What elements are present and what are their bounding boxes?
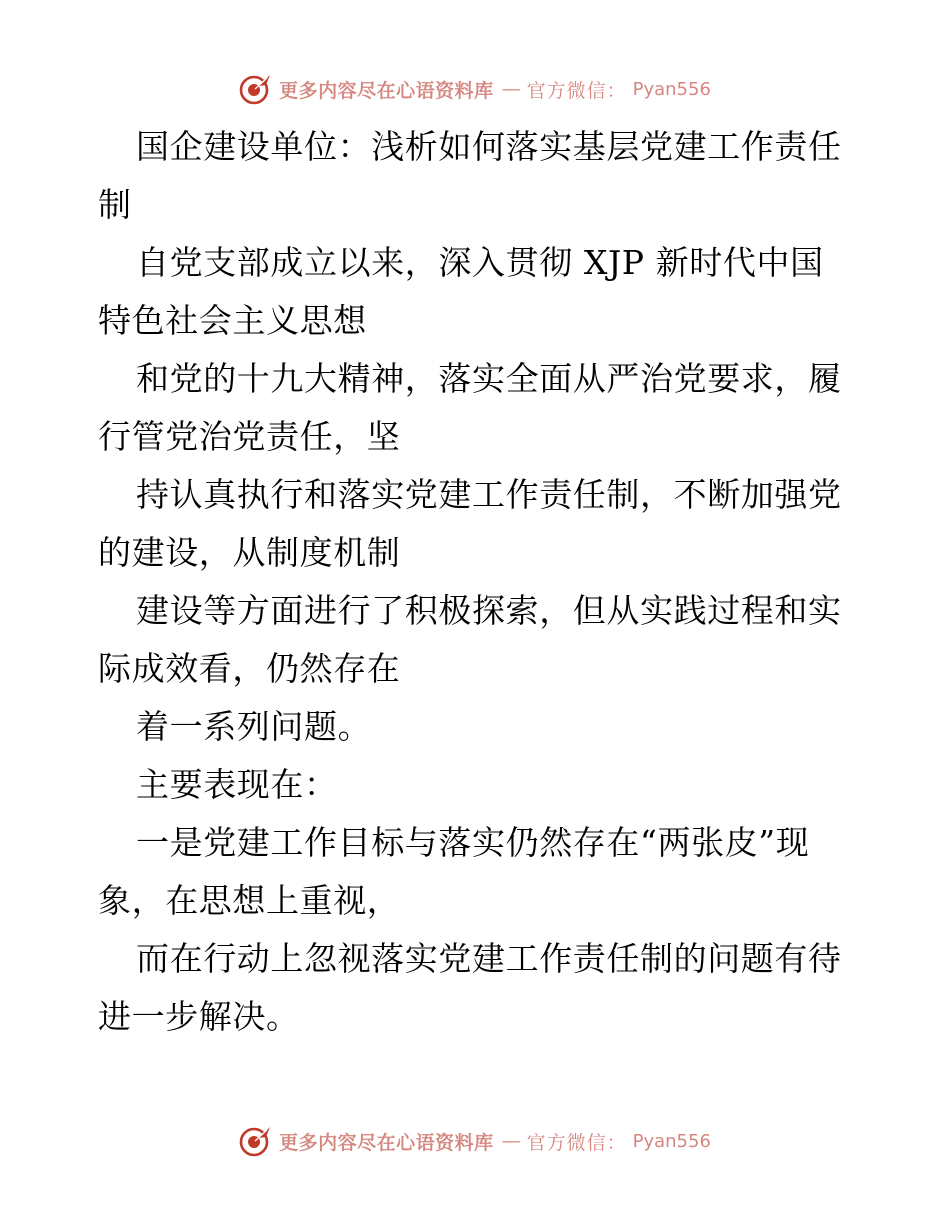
paragraph bbox=[98, 756, 858, 814]
text-line: 行管党治党责任，坚 bbox=[98, 417, 401, 456]
text-line: 建设等方面进行了积极探索，但从实践过程和实 bbox=[136, 591, 842, 630]
footer-banner bbox=[0, 1124, 950, 1158]
text-line: 国企建设单位：浅析如何落实基层党建工作责任 bbox=[136, 127, 842, 166]
quill-logo-icon bbox=[239, 1124, 273, 1158]
text-line: 制 bbox=[98, 185, 132, 224]
text-line: 一是党建工作目标与落实仍然存在“两张皮”现 bbox=[136, 823, 810, 862]
banner-wechat-id: Pyan556 bbox=[632, 1130, 711, 1152]
text-line: 持认真执行和落实党建工作责任制，不断加强党 bbox=[136, 475, 842, 514]
banner-wechat-label: 官方微信： bbox=[526, 79, 627, 102]
banner-wechat-id: Pyan556 bbox=[632, 78, 711, 100]
document-body bbox=[98, 118, 858, 1046]
banner-dash: — bbox=[501, 1130, 519, 1152]
header-banner bbox=[0, 72, 950, 106]
text-line: 自党支部成立以来，深入贯彻 XJP 新时代中国 bbox=[136, 243, 824, 282]
paragraph bbox=[98, 814, 858, 930]
banner-brand-text: 更多内容尽在心语资料库 bbox=[279, 1131, 494, 1154]
banner-brand-text: 更多内容尽在心语资料库 bbox=[279, 79, 494, 102]
banner-dash: — bbox=[501, 78, 519, 100]
text-line: 和党的十九大精神，落实全面从严治党要求，履 bbox=[136, 359, 842, 398]
text-line: 而在行动上忽视落实党建工作责任制的问题有待 bbox=[136, 939, 842, 978]
paragraph bbox=[98, 350, 858, 466]
document-title bbox=[98, 118, 858, 234]
text-line: 特色社会主义思想 bbox=[98, 301, 367, 340]
paragraph bbox=[98, 234, 858, 350]
paragraph bbox=[98, 466, 858, 582]
banner-wechat-label: 官方微信： bbox=[526, 1131, 627, 1154]
text-line: 主要表现在： bbox=[136, 765, 338, 804]
quill-logo-icon bbox=[239, 72, 273, 106]
paragraph bbox=[98, 930, 858, 1046]
text-line: 的建设，从制度机制 bbox=[98, 533, 401, 572]
text-line: 进一步解决。 bbox=[98, 997, 300, 1036]
text-line: 际成效看，仍然存在 bbox=[98, 649, 401, 688]
text-line: 象，在思想上重视， bbox=[98, 881, 401, 920]
paragraph bbox=[98, 698, 858, 756]
paragraph bbox=[98, 582, 858, 698]
text-line: 着一系列问题。 bbox=[136, 707, 372, 746]
